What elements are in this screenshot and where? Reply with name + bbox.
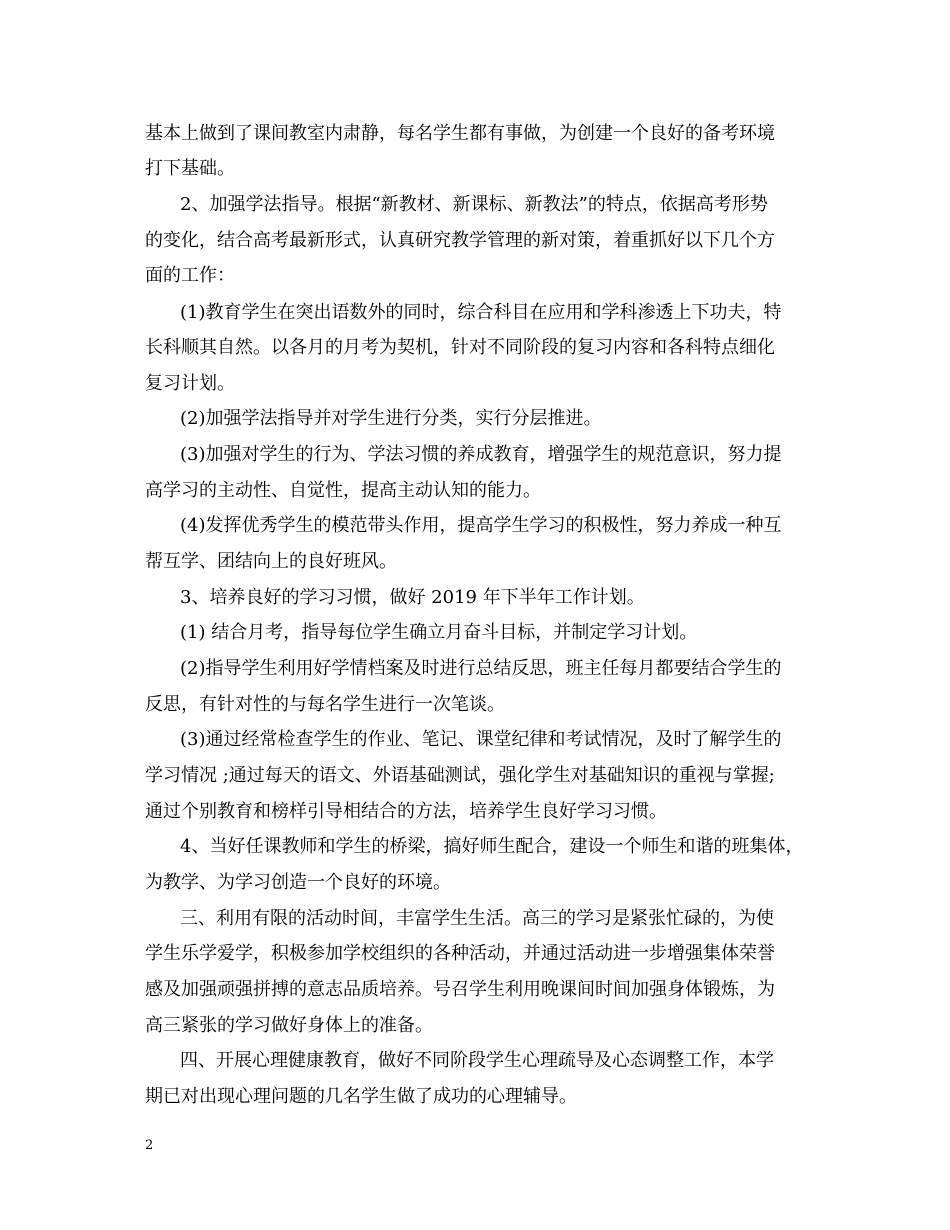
page-number: 2 — [145, 1138, 154, 1153]
text-line: 学生乐学爱学，积极参加学校组织的各种活动，并通过活动进一步增强集体荣誉 — [145, 943, 775, 964]
text-line: 面的工作： — [145, 265, 235, 286]
text-line: (3)通过经常检查学生的作业、笔记、课堂纪律和考试情况，及时了解学生的 — [180, 729, 782, 750]
text-line: 感及加强顽强拼搏的意志品质培养。号召学生利用晚课间时间加强身体锻炼，为 — [145, 979, 775, 1000]
text-line: (2)指导学生利用好学情档案及时进行总结反思，班主任每月都要结合学生的 — [180, 658, 782, 679]
text-line: 长科顺其自然。以各月的月考为契机，针对不同阶段的复习内容和各科特点细化 — [145, 337, 775, 358]
text-line: 高学习的主动性、自觉性，提高主动认知的能力。 — [145, 480, 541, 501]
text-line: 反思，有针对性的与每名学生进行一次笔谈。 — [145, 694, 505, 715]
text-line: 高三紧张的学习做好身体上的准备。 — [145, 1015, 433, 1036]
text-line: 三、利用有限的活动时间，丰富学生生活。高三的学习是紧张忙碌的，为使 — [180, 908, 774, 929]
text-line: (2)加强学法指导并对学生进行分类，实行分层推进。 — [180, 408, 602, 429]
text-line: (1) 结合月考，指导每位学生确立月奋斗目标，并制定学习计划。 — [180, 622, 698, 643]
text-line: (1)教育学生在突出语数外的同时，综合科目在应用和学科渗透上下功夫，特 — [180, 302, 782, 323]
text-line: (4)发挥优秀学生的模范带头作用，提高学生学习的积极性，努力养成一种互 — [180, 515, 782, 536]
text-line: 4、当好任课教师和学生的桥梁，搞好师生配合，建设一个师生和谐的班集体， — [180, 836, 804, 857]
text-line: 打下基础。 — [145, 158, 235, 179]
text-line: 四、开展心理健康教育，做好不同阶段学生心理疏导及心态调整工作，本学 — [180, 1050, 774, 1071]
text-line: 3、培养良好的学习习惯，做好 2019 年下半年工作计划。 — [180, 587, 645, 608]
text-line: 期已对出现心理问题的几名学生做了成功的心理辅导。 — [145, 1086, 577, 1107]
text-line: 通过个别教育和榜样引导相结合的方法，培养学生良好学习习惯。 — [145, 801, 667, 822]
text-line: 复习计划。 — [145, 373, 235, 394]
text-line: 基本上做到了课间教室内肃静，每名学生都有事做，为创建一个良好的备考环境 — [145, 123, 775, 144]
text-line: 学习情况 ;通过每天的语文、外语基础测试，强化学生对基础知识的重视与掌握; — [145, 765, 775, 786]
text-line: 2、加强学法指导。根据“新教材、新课标、新教法”的特点，依据高考形势 — [180, 194, 768, 215]
text-line: (3)加强对学生的行为、学法习惯的养成教育，增强学生的规范意识，努力提 — [180, 444, 782, 465]
text-line: 为教学、为学习创造一个良好的环境。 — [145, 872, 451, 893]
text-line: 的变化，结合高考最新形式，认真研究教学管理的新对策，着重抓好以下几个方 — [145, 230, 775, 251]
text-line: 帮互学、团结向上的良好班风。 — [145, 551, 397, 572]
